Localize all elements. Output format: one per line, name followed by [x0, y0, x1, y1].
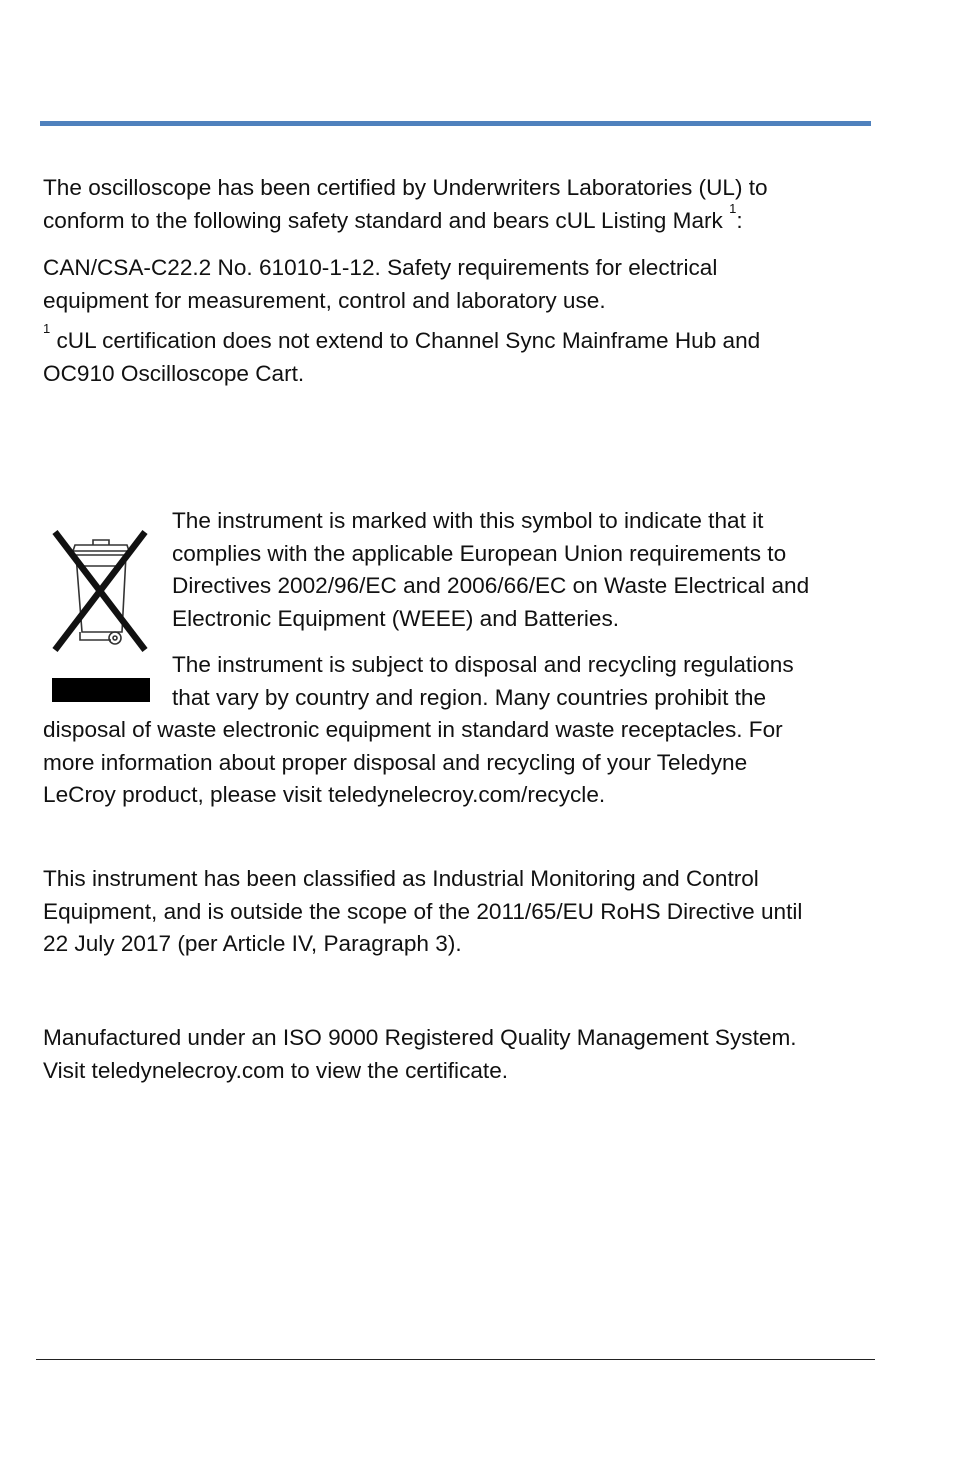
weee-paragraph-2-start: [172, 649, 794, 714]
iso-line1: Manufactured under an ISO 9000 Registered Quality Management System.: [43, 1025, 797, 1050]
header-rule: [40, 121, 871, 126]
rohs-line2: Equipment, and is outside the scope of the 2011/65/EU RoHS Directive until: [43, 898, 803, 924]
cul-intro-colon: :: [736, 207, 743, 233]
weee-p2-line2: that vary by country and region. Many countries prohibit the: [172, 684, 767, 710]
cul-intro: [43, 172, 768, 237]
weee-p1-line1: The instrument is marked with this symbol to indicate that it: [172, 508, 764, 533]
iso-line2: Visit teledynelecroy.com to view the certificate.: [43, 1057, 509, 1083]
cul-standard-line2: equipment for measurement, control and laboratory use.: [43, 287, 606, 313]
weee-p2-line1: The instrument is subject to disposal and recycling regulations: [172, 652, 794, 677]
weee-p1-line4: Electronic Equipment (WEEE) and Batteries.: [172, 605, 620, 631]
cul-footnote-line2: OC910 Oscilloscope Cart.: [43, 360, 305, 386]
rohs-line3: 22 July 2017 (per Article IV, Paragraph 3).: [43, 931, 462, 956]
footer-rule: [36, 1359, 875, 1360]
weee-p2-line5: LeCroy product, please visit teledynelecroy.com/recycle.: [43, 782, 606, 807]
footnote-marker: 1: [729, 200, 737, 216]
cul-footnote-line1: [43, 321, 761, 358]
weee-p1-line3: Directives 2002/96/EC and 2006/66/EC on Waste Electrical and: [172, 573, 810, 598]
rohs-line1: This instrument has been classified as Industrial Monitoring and Control: [43, 866, 759, 891]
weee-paragraph-1: [172, 505, 809, 635]
weee-p1-line2: complies with the applicable European Union requirements to: [172, 540, 787, 566]
cul-footnote-line1-text: cUL certification does not extend to Channel Sync Mainframe Hub and: [50, 328, 761, 353]
iso-paragraph: [43, 1022, 797, 1087]
weee-p2-line3: disposal of waste electronic equipment in standard waste receptacles. For: [43, 717, 783, 742]
cul-standard-line1: CAN/CSA-C22.2 No. 61010-1-12. Safety requirements for electrical: [43, 255, 718, 280]
footnote-number: 1: [43, 321, 51, 336]
rohs-paragraph: [43, 863, 802, 961]
cul-intro-line2-text: conform to the following safety standard and bears cUL Listing Mark: [43, 207, 730, 233]
cul-intro-line2: [43, 200, 768, 238]
cul-footnote: [43, 321, 761, 390]
weee-paragraph-2-rest: [43, 714, 783, 812]
weee-p2-line4: more information about proper disposal and recycling of your Teledyne: [43, 749, 748, 775]
cul-standard: [43, 252, 717, 317]
crossed-out-wheelie-bin-icon: [49, 528, 153, 706]
cul-intro-line1: The oscilloscope has been certified by Underwriters Laboratories (UL) to: [43, 175, 768, 200]
